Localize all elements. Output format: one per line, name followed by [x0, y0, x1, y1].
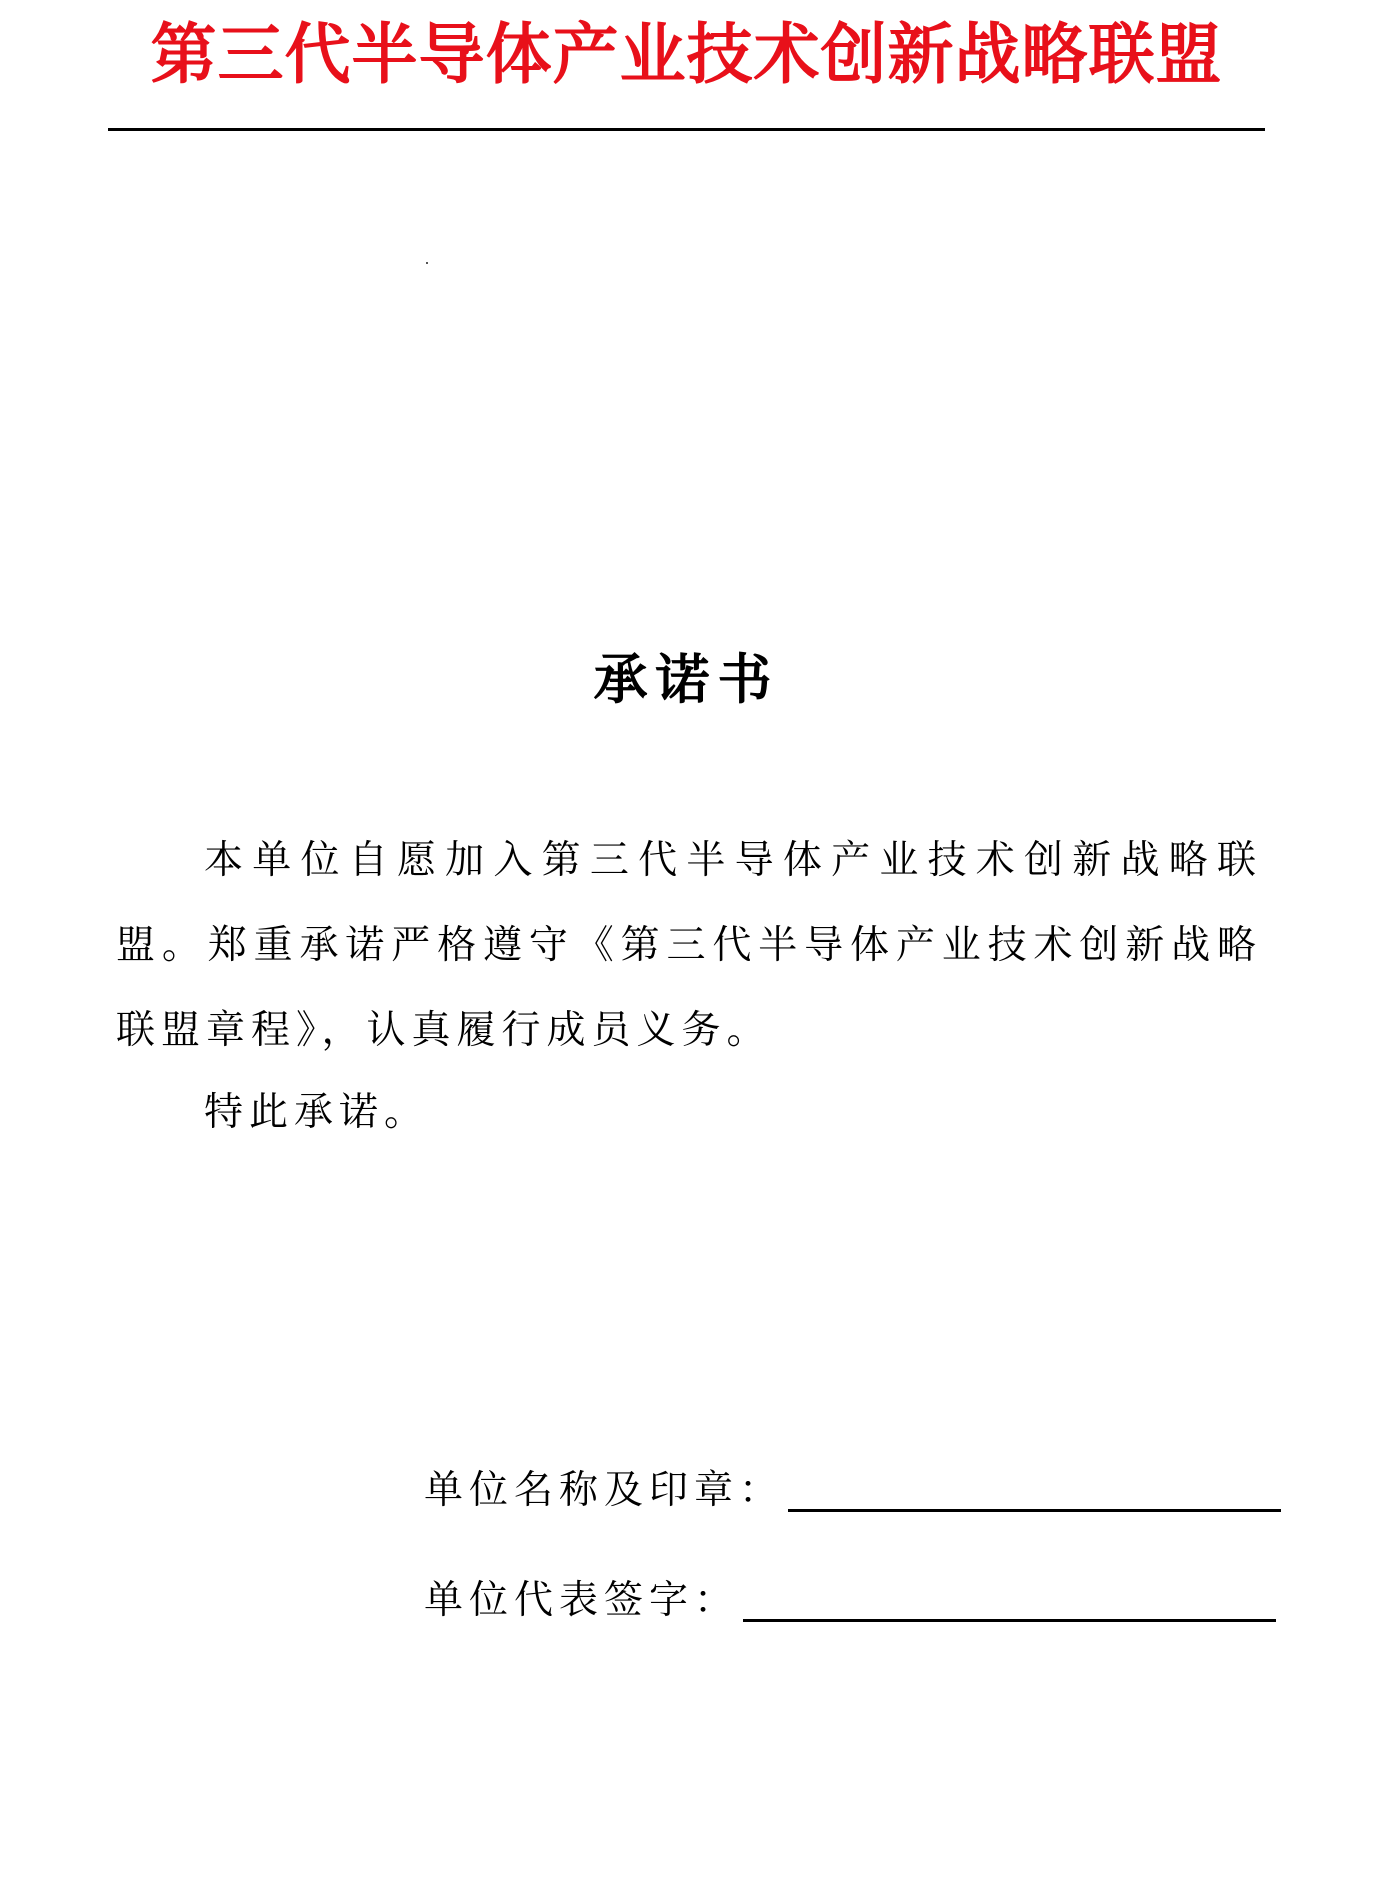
unit-name-seal-row	[424, 1456, 1281, 1516]
representative-signature-line[interactable]	[743, 1619, 1276, 1622]
scan-speck	[426, 262, 428, 264]
representative-signature-label: 单位代表签字：	[424, 1578, 740, 1623]
unit-name-seal-line[interactable]	[788, 1509, 1281, 1512]
unit-name-seal-label: 单位名称及印章：	[424, 1468, 785, 1513]
document-title: 承诺书	[593, 647, 780, 711]
commitment-body: 本单位自愿加入第三代半导体产业技术创新战略联盟。郑重承诺严格遵守《第三代半导体产业技术创新战略联盟章程》，认真履行成员义务。	[116, 838, 1262, 1053]
representative-signature-row	[424, 1566, 1276, 1626]
header-divider	[108, 128, 1265, 131]
commitment-closing: 特此承诺。	[204, 1090, 430, 1135]
letterhead-org-name: 第三代半导体产业技术创新战略联盟	[150, 15, 1223, 93]
